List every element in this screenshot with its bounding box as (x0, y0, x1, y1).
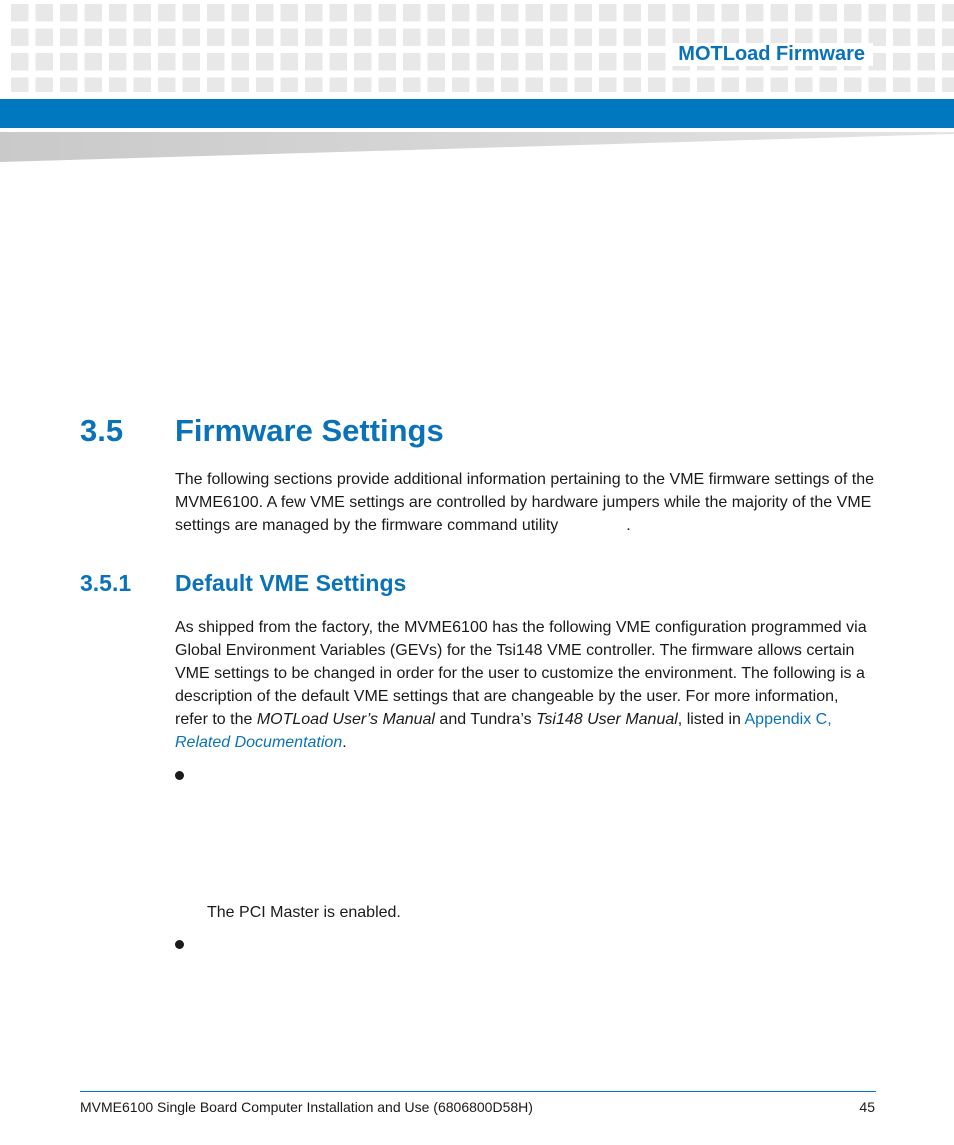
related-documentation-label: Related Documentation (175, 734, 343, 751)
subsection-number: 3.5.1 (80, 570, 132, 596)
subsection-text-1: As shipped from the factory, the MVME6100 has the following VME configuration programmed via Global Environment Variables (GEVs) for the Tsi148 VME controller. The firmware allows certain VME settings to be changed in order for the user to customize the environment. The following is a description of the default VME settings that are changeable by the user. For more information, refer to the (175, 619, 867, 728)
bullet-1 (174, 769, 186, 781)
motload-manual-title: MOTLoad User’s Manual (256, 711, 435, 728)
related-documentation-link[interactable] (175, 734, 342, 751)
header-gray-wedge (0, 132, 954, 162)
section-title: Firmware Settings (175, 413, 444, 448)
bullet-2-subtext: The PCI Master is enabled. (207, 904, 401, 921)
footer-page-number: 45 (859, 1099, 875, 1115)
header-section-title: MOTLoad Firmware (670, 43, 873, 66)
intro-text: The following sections provide additional information pertaining to the VME firmware settings of the MVME6100. A few VME settings are controlled by hardware jumpers while the majority of the VME settings are managed by the firmware command utility (175, 471, 875, 534)
subsection-heading (80, 570, 406, 597)
subsection-text-2: and Tundra’s (434, 711, 537, 728)
subsection-text-3: , listed in (677, 711, 745, 728)
tsi148-manual-title: Tsi148 User Manual (536, 711, 678, 728)
subsection-title: Default VME Settings (175, 570, 407, 596)
appendix-link[interactable]: Appendix C, (744, 711, 832, 728)
section-number: 3.5 (80, 413, 124, 448)
intro-end: . (626, 517, 631, 534)
bullet-2 (174, 938, 186, 950)
subsection-body (175, 616, 875, 754)
subsection-text-end: . (342, 734, 347, 751)
section-heading (80, 413, 444, 449)
footer-rule (80, 1091, 876, 1092)
header-blue-bar (0, 99, 954, 128)
footer-doc-title: MVME6100 Single Board Computer Installation and Use (6806800D58H) (80, 1099, 533, 1115)
section-intro (175, 468, 875, 537)
